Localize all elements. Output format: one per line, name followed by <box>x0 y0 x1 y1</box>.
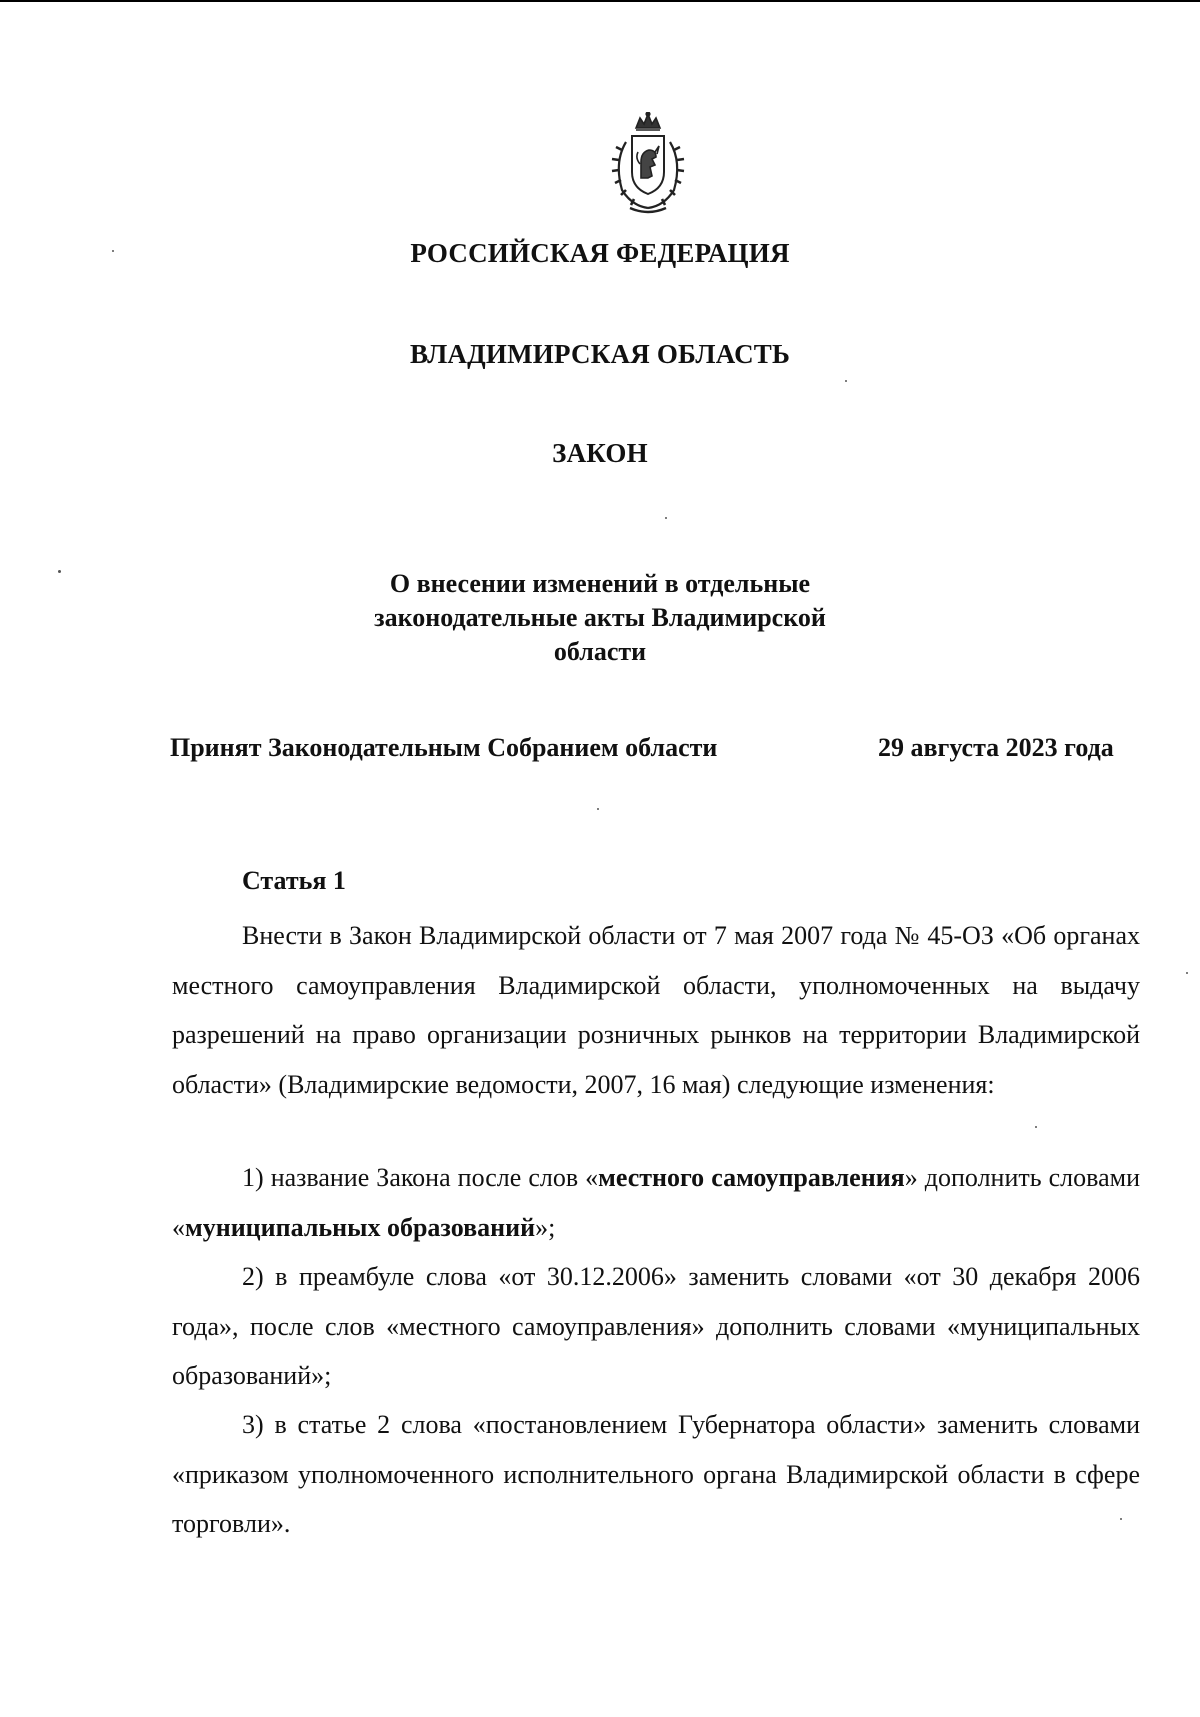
country-heading: РОССИЙСКАЯ ФЕДЕРАЦИЯ <box>410 238 790 268</box>
document-type-heading: ЗАКОН <box>552 438 648 468</box>
amendment-item-1 <box>172 1153 1140 1252</box>
scan-speck <box>1035 1126 1037 1128</box>
scan-speck <box>1186 972 1188 974</box>
law-title <box>0 567 1200 669</box>
adopted-by-label: Принят Законодательным Собранием области <box>170 733 718 762</box>
amendment-item-3: 3) в статье 2 слова «постановлением Губернатора области» заменить словами «приказом уполномоченного исполнительного органа Владимирской области в сфере торговли». <box>172 1410 1140 1538</box>
scan-speck <box>597 808 599 810</box>
scan-speck <box>112 250 114 252</box>
adoption-date: 29 августа 2023 года <box>878 733 1114 762</box>
law-title-line: области <box>553 637 647 666</box>
article-intro-paragraph: Внести в Закон Владимирской области от 7 мая 2007 года № 45-ОЗ «Об органах местного самоуправления Владимирской области, уполномоченных на выдачу разрешений на право организации розничных рынков на территории Владимирской области» (Владимирские ведомости, 2007, 16 мая) следующие изменения: <box>172 921 1140 1099</box>
amendment-text: » дополнить словами « <box>172 1163 1141 1242</box>
scan-speck <box>58 570 61 573</box>
amendment-text: »; <box>535 1212 556 1242</box>
region-heading: ВЛАДИМИРСКАЯ ОБЛАСТЬ <box>409 339 791 369</box>
scan-speck <box>1120 1518 1122 1520</box>
scan-speck <box>665 517 667 519</box>
article-heading: Статья 1 <box>242 866 346 895</box>
amendment-emphasis: муниципальных образований <box>185 1212 536 1242</box>
amendment-text: 1) название Закона после слов « <box>242 1163 599 1192</box>
coat-of-arms-emblem <box>600 112 696 216</box>
law-title-line: законодательные акты Владимирской <box>374 603 826 632</box>
amendment-item-2: 2) в преамбуле слова «от 30.12.2006» заменить словами «от 30 декабря 2006 года», после слов «местного самоуправления» дополнить словами «муниципальных образований»; <box>172 1262 1140 1390</box>
law-title-line: О внесении изменений в отдельные <box>389 569 811 598</box>
amendment-emphasis: местного самоуправления <box>598 1163 905 1192</box>
scan-speck <box>845 380 847 382</box>
scan-top-edge <box>0 0 1200 2</box>
